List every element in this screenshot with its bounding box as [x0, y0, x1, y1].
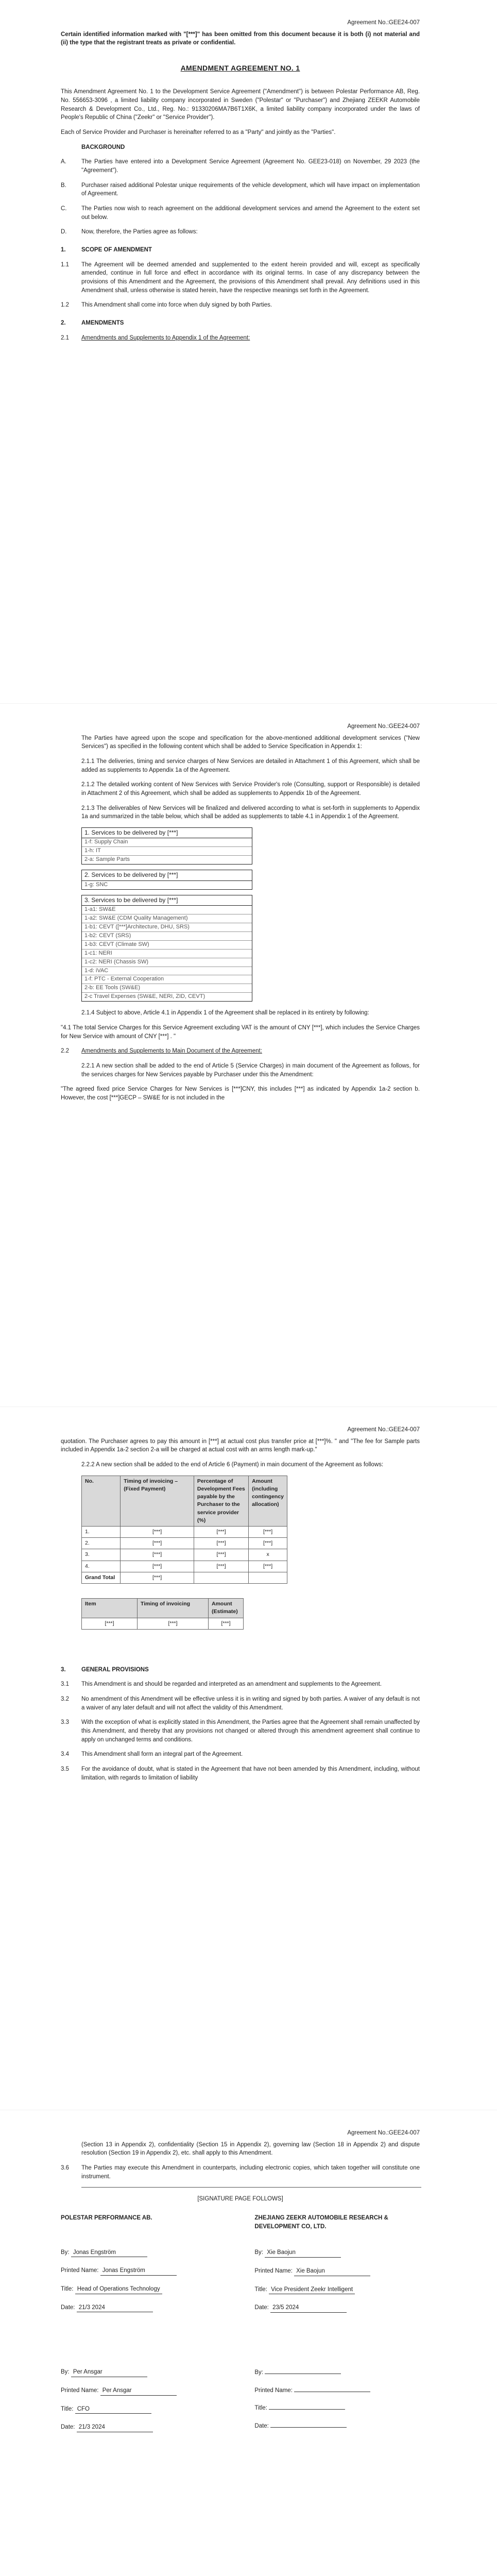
clause-3-5: 3.5 For the avoidance of doubt, what is stated in the Agreement that have not been amended by this Amendment, including, without limitation, with regards to limitation of liability: [61, 1766, 420, 1781]
clause-2-1-1: 2.1.1 The deliveries, timing and service charges of New Services are detailed in Attachment 1 of this Agreement, which shall be added as supplements to Appendix 1a of the Agreement.: [81, 758, 420, 773]
table-row: 3. [***] [***] x: [82, 1549, 287, 1561]
service-item: 1-b3: CEVT (Climate SW): [82, 941, 252, 950]
title-field[interactable]: [269, 2409, 345, 2410]
clause-2-1-3: 2.1.3 The deliverables of New Services will be finalized and delivered according to what is set-forth in supplements to Appendix 1a and summarized in the table below, which shall be added as supplements to table 4.1 in Appendix 1 of the Agreement.: [81, 805, 420, 820]
payment-table: No. Timing of invoicing – (Fixed Payment) Percentage of Development Fees payable by the Purchaser to the service provider (%) Amount (including contingency allocation) 1. [***] [***] [***] 2. [***] [***] [***] 3. [***] [***] x 4. [***] [***] [***] Grand Total [***]: [81, 1476, 287, 1584]
section-2-heading: AMENDMENTS: [81, 320, 124, 327]
parties-paragraph: Each of Service Provider and Purchaser is hereinafter referred to as a "Party" and jointly as the "Parties".: [61, 129, 336, 135]
clause-3-3: 3.3 With the exception of what is explicitly stated in this Amendment, the Parties agree that the Agreement shall remain unaffected by this Amendment, and thereby that any provisions not changed or altered through this amendment agreement shall continue to apply on unchanged terms and conditions.: [61, 1719, 420, 1743]
service-item: 1-b2: CEVT (SRS): [82, 932, 252, 941]
services-box: 2. Services to be delivered by [***] 1-g: SNC: [81, 870, 252, 889]
service-item: 2-a: Sample Parts: [84, 856, 130, 863]
document-title: AMENDMENT AGREEMENT NO. 1: [180, 64, 300, 73]
services-box: 3. Services to be delivered by [***] 1-a1: SW&E 1-a2: SW&E (CDM Quality Management) 1-b1: CEVT ([***]Architecture, DHU, SRS) 1-b2: CEVT (SRS) 1-b3: CEVT (Climate SW) 1-c1: NERI 1-c2: NERI (Chassis SW) 1-d: iVAC 1-f: PTC - External Cooperation 2-b: EE Tools (SW&E) 2-c Travel Expenses (SW&E, NERI, ZID, CEVT): [81, 895, 252, 1002]
table-row: 4. [***] [***] [***]: [82, 1561, 287, 1572]
article-4-1-text: "4.1 The total Service Charges for this Service Agreement excluding VAT is the amount of CNY [***], which includes the Service Charges for New Service with amount of CNY [***] . ": [61, 1024, 420, 1040]
service-item: 2-b: EE Tools (SW&E): [82, 984, 252, 993]
service-item: 1-c1: NERI: [82, 950, 252, 958]
confidential-notice: Certain identified information marked with "[***]" has been omitted from this document because it is both (i) not material and (ii) the type that the registrant treats as private or confidential.: [61, 31, 420, 46]
signature-page-note: [SIGNATURE PAGE FOLLOWS]: [197, 2196, 283, 2202]
service-item: 1-f: Supply Chain: [82, 838, 252, 847]
service-item: 1-a1: SW&E: [82, 906, 252, 914]
polestar-name: POLESTAR PERFORMANCE AB.: [61, 2215, 152, 2222]
clause-2-2-1: 2.2.1 A new section shall be added to the end of Article 5 (Service Charges) in main document of the Agreement as follows, for the services charges for New Services payable by Purchaser under this the Amendment:: [81, 1062, 420, 1078]
title-field[interactable]: Vice President Zeekr Intelligent: [269, 2285, 355, 2295]
clause-2-1: 2.1 Amendments and Supplements to Appendix 1 of the Agreement:: [61, 334, 250, 341]
recital: A. The Parties have entered into a Development Service Agreement (Agreement No. GEE23-018) on November, 29 2023 (the "Agreement").: [61, 159, 420, 174]
new-services-intro: The Parties have agreed upon the scope and specification for the above-mentioned additional development services ("New Services") as specified in the following content which shall be added to Service Specification in Appendix 1:: [81, 735, 420, 750]
polestar-signature-block: POLESTAR PERFORMANCE AB. By: Jonas Engström Printed Name: Jonas Engström Title: Head of Operations Technology Date: 21/3 2024 By: Per Ansgar Printed Name: Per Ansgar Title: CFO Date: 21/3 2024: [61, 2214, 226, 2442]
estimate-table: Item Timing of invoicing Amount (Estimate) [***] [***] [***]: [81, 1598, 244, 1630]
clause-3-2: 3.2 No amendment of this Amendment will be effective unless it is in writing and signed by both parties. A waiver of any default is not a waiver of any later default and will not affect the validity of this Amendment.: [61, 1696, 420, 1711]
page-1: Agreement No.:GEE24-007 Certain identified information marked with "[***]" has been omitted from this document because it is both (i) not material and (ii) the type that the registrant treats as private or confidential. AMENDMENT AGREEMENT NO. 1 This Amendment Agreement No. 1 to the Development Service Agreement ("Amendment") is between Polestar Performance AB, Reg. No. 556653-3096 , a limited liability company incorporated in Sweden ("Polestar" or "Purchaser") and Zhejiang ZEEKR Automobile Research & Development Co., Ltd., Reg. No.: 91330206MA7B6T1X6K, a limited liability company incorporated under the laws of People's Republic of China ("Zeekr" or "Service Provider"). Each of Service Provider and Purchaser is hereinafter referred to as a "Party" and jointly as the "Parties". BACKGROUND A. The Parties have entered into a Development Service Agreement (Agreement No. GEE23-018) on November, 29 2023 (the "Agreement"). B. Purchaser raised additional Polestar unique requirements of the vehicle development, which will have impact on implementation of Agreement. C. The Parties now wish to reach agreement on the additional development services and amend the Agreement to the extent set out below. D. Now, therefore, the Parties agree as follows: 1. SCOPE OF AMENDMENT 1.1 The Agreement will be deemed amended and supplemented to the extent herein provided and will, except as specifically amended, continue in full force and effect in accordance with its original terms. In case of any discrepancy between the provisions of this Amendment and the Agreement, the provisions of this Amendment shall prevail. Any definitions used in this Amendment shall, unless otherwise is stated herein, have the respective meanings set forth in the Agreement. 1.2 This Amendment shall come into force when duly signed by both Parties. 2. AMENDMENTS 2.1 Amendments and Supplements to Appendix 1 of the Agreement:: [0, 0, 497, 703]
page-4: [0, 2110, 497, 2576]
clause-1-2: 1.2 This Amendment shall come into force when duly signed by both Parties.: [61, 302, 272, 309]
quoted-charges-text: "The agreed fixed price Service Charges for New Services is [***]CNY, this includes [***] as indicated by Appendix 1a-2 section b. However, the cost [***]GECP – SW&E for is not included in the: [61, 1086, 420, 1101]
services-box: 1. Services to be delivered by [***] 1-f: Supply Chain 1-h: IT 2-a: Sample Parts: [81, 827, 252, 865]
table-row: [***] [***] [***]: [82, 1618, 244, 1629]
title-field[interactable]: Head of Operations Technology: [75, 2285, 162, 2294]
background-heading: BACKGROUND: [81, 144, 125, 150]
clause-3-5-continued: (Section 13 in Appendix 2), confidentiality (Section 15 in Appendix 2), governing law (Section 18 in Appendix 2) and dispute resolution (Section 19 in Appendix 2), etc. shall apply to this Amendment.: [81, 2141, 420, 2157]
recital: D. Now, therefore, the Parties agree as follows:: [61, 229, 198, 235]
clause-2-2-2: 2.2.2 A new section shall be added to the end of Article 6 (Payment) in main document of the Agreement as follows:: [81, 1462, 384, 1468]
agreement-number: Agreement No.:GEE24-007: [347, 20, 420, 26]
clause-3-4: 3.4 This Amendment shall form an integral part of the Agreement.: [61, 1751, 243, 1758]
page-2: [0, 703, 497, 1406]
service-item: 1-h: IT: [82, 847, 252, 856]
date-field[interactable]: 21/3 2024: [77, 2423, 153, 2432]
printed-name-field[interactable]: Per Ansgar: [100, 2386, 177, 2396]
printed-name-field[interactable]: Jonas Engström: [100, 2266, 177, 2276]
zeekr-name: ZHEJIANG ZEEKR AUTOMOBILE RESEARCH & DEVELOPMENT CO, LTD.: [254, 2215, 388, 2230]
printed-name-field[interactable]: Xie Baojun: [294, 2267, 370, 2276]
service-item: 1-a2: SW&E (CDM Quality Management): [82, 914, 252, 923]
recital: C. The Parties now wish to reach agreement on the additional development services and amend the Agreement to the extent set out below.: [61, 206, 420, 221]
service-item: 1-b1: CEVT ([***]Architecture, DHU, SRS): [82, 923, 252, 932]
service-item: 1-d: iVAC: [82, 967, 252, 976]
signature-field[interactable]: Xie Baojun: [265, 2248, 341, 2258]
title-field[interactable]: CFO: [75, 2405, 151, 2414]
clause-3-1: 3.1 This Amendment is and should be regarded and interpreted as an amendment and supplements to the Agreement.: [61, 1681, 382, 1688]
date-field[interactable]: 21/3 2024: [77, 2303, 153, 2313]
agreement-number: Agreement No.:GEE24-007: [347, 1427, 420, 1433]
recital: B. Purchaser raised additional Polestar unique requirements of the vehicle development, which will have impact on implementation of Agreement.: [61, 182, 420, 197]
table-row: 1. [***] [***] [***]: [82, 1527, 287, 1538]
date-field[interactable]: 23/5 2024: [270, 2303, 347, 2313]
date-field[interactable]: [270, 2427, 347, 2428]
service-item: 1-g: SNC: [84, 881, 108, 888]
clause-2-1-2: 2.1.2 The detailed working content of New Services with Service Provider's role (Consulting, support or Responsible) is detailed in Attachment 2 of this Agreement, which shall be added as supplements to Appendix 1b of the Agreement.: [81, 782, 420, 797]
section-3-heading: GENERAL PROVISIONS: [81, 1666, 149, 1673]
table-row: 2. [***] [***] [***]: [82, 1538, 287, 1549]
service-item: 1-c2: NERI (Chassis SW): [82, 958, 252, 967]
page-3: Agreement No.:GEE24-007 quotation. The Purchaser agrees to pay this amount in [***] at actual cost plus transfer price at [***]%. " and "The fee for Sample parts included in Appendix 1a-2 section 2-a will be charged at actual cost with an arms length mark-up." 2.2.2 A new section shall be added to the end of Article 6 (Payment) in main document of the Agreement as follows: No. Timing of invoicing – (Fixed Payment) Percentage of Development Fees payable by the Purchaser to the service provider (%) Amount (including contingency allocation) 1. [***] [***] [***] 2. [***] [***] [***] 3. [***] [***] x 4. [***] [***] [***] Grand Total [***] Item Timing of invoicing Amount (Estimate) [***] [***] [***] 3. GENERAL PROVISIONS 3.1 This Amendment is and should be regarded and interpreted as an amendment and supplements to the Agreement. 3.2 No amendment of this Amendment will be effective unless it is in writing and signed by both parties. A waiver of any default is not a waiver of any later default and will not affect the validity of this Amendment. 3.3 With the exception of what is explicitly stated in this Amendment, the Parties agree that the Agreement shall remain unaffected by this Amendment, and thereby that any provisions not changed or altered through this amendment agreement shall continue to apply on unchanged terms and conditions. 3.4 This Amendment shall form an integral part of the Agreement. 3.5 For the avoidance of doubt, what is stated in the Agreement that have not been amended by this Amendment, including, without limitation, with regards to limitation of liability: [0, 1406, 497, 2110]
service-item: 1-f: PTC - External Cooperation: [82, 975, 252, 984]
agreement-number: Agreement No.:GEE24-007: [347, 2130, 420, 2136]
signature-field[interactable]: Per Ansgar: [71, 2368, 147, 2377]
clause-2-2: 2.2 Amendments and Supplements to Main Document of the Agreement:: [61, 1048, 262, 1055]
intro-paragraph: This Amendment Agreement No. 1 to the Development Service Agreement ("Amendment") is between Polestar Performance AB, Reg. No. 556653-3096 , a limited liability company incorporated in Sweden ("Polestar" or "Purchaser") and Zhejiang ZEEKR Automobile Research & Development Co., Ltd., Reg. No.: 91330206MA7B6T1X6K, a limited liability company incorporated under the laws of People's Republic of China ("Zeekr" or "Service Provider").: [61, 89, 420, 121]
service-item: 2-c Travel Expenses (SW&E, NERI, ZID, CEVT): [84, 993, 205, 1000]
agreement-number: Agreement No.:GEE24-007: [347, 723, 420, 730]
zeekr-signature-block: ZHEJIANG ZEEKR AUTOMOBILE RESEARCH & DEVELOPMENT CO, LTD. By: Xie Baojun Printed Name: Xie Baojun Title: Vice President Zeekr Intelligent Date: 23/5 2024 By: Printed Name: Title: Date:: [254, 2214, 420, 2442]
signature-field[interactable]: Jonas Engström: [71, 2248, 147, 2258]
clause-2-1-4: 2.1.4 Subject to above, Article 4.1 in Appendix 1 of the Agreement shall be replaced in its entirety by following:: [81, 1010, 369, 1016]
section-1-heading: SCOPE OF AMENDMENT: [81, 247, 152, 253]
clause-3-6: 3.6 The Parties may execute this Amendment in counterparts, including electronic copies, which taken together will constitute one instrument.: [61, 2165, 420, 2180]
table-row: Grand Total [***]: [82, 1572, 287, 1583]
clause-1-1: 1.1 The Agreement will be deemed amended and supplemented to the extent herein provided and will, except as specifically amended, continue in full force and effect in accordance with its original terms. In case of any discrepancy between the provisions of this Amendment and the Agreement, the provisions of this Amendment shall prevail. Any definitions used in this Amendment shall, unless otherwise is stated herein, have the respective meanings set forth in the Agreement.: [61, 261, 420, 294]
quoted-charges-continued: quotation. The Purchaser agrees to pay this amount in [***] at actual cost plus transfer price at [***]%. " and "The fee for Sample parts included in Appendix 1a-2 section 2-a will be charged at actual cost with an arms length mark-up.": [61, 1438, 420, 1453]
